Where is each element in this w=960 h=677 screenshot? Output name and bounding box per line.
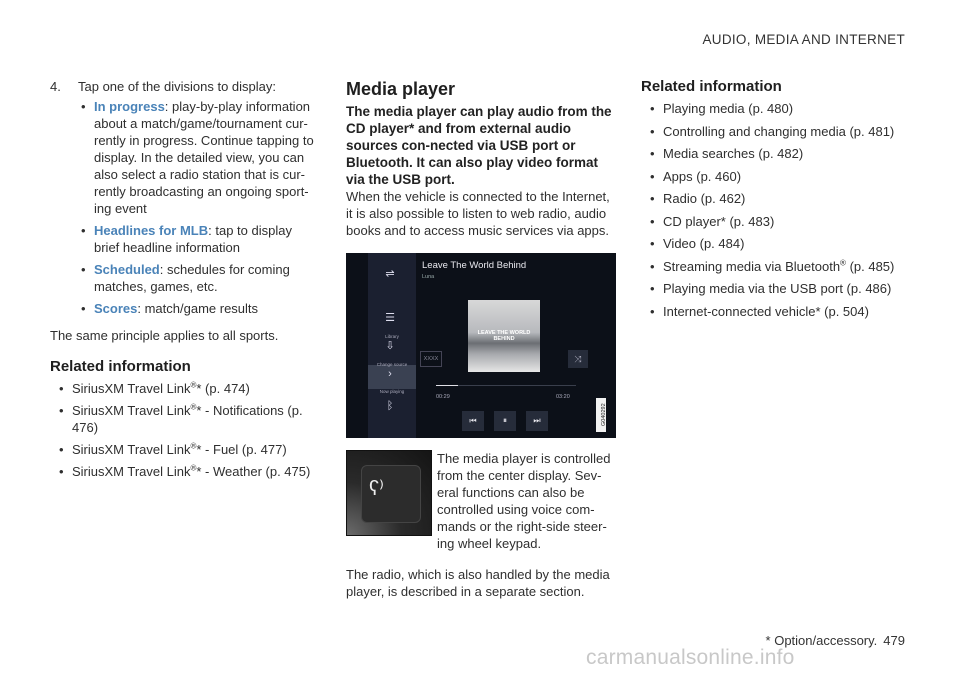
link-text: Video (p. 484) bbox=[663, 236, 745, 251]
side-label-now-playing: Now playing bbox=[379, 389, 405, 394]
column-right bbox=[641, 78, 909, 325]
column-middle bbox=[346, 78, 616, 600]
step-number: 4. bbox=[50, 79, 61, 94]
link-page: (p. 485) bbox=[845, 258, 895, 274]
body-paragraph: When the vehicle is connected to the Internet, it is also possible to listen to web radio, audio books and to access music services via apps. bbox=[346, 189, 610, 238]
side-label-library: Library bbox=[385, 334, 399, 339]
related-heading-left: Related information bbox=[50, 358, 191, 375]
link-text: SiriusXM Travel Link bbox=[72, 381, 191, 396]
division-item-scores bbox=[72, 300, 318, 317]
related-link-apps[interactable] bbox=[641, 168, 909, 185]
related-link-video[interactable] bbox=[641, 235, 909, 252]
link-text: Internet-connected vehicle* (p. 504) bbox=[663, 303, 869, 319]
change-source-icon: ⇩ bbox=[385, 340, 395, 352]
related-link-cd-player[interactable] bbox=[641, 213, 909, 230]
link-text: Playing media via the USB port (p. 486) bbox=[663, 281, 892, 296]
media-player-heading: Media player bbox=[346, 79, 456, 99]
link-text: SiriusXM Travel Link bbox=[72, 464, 191, 479]
link-text: SiriusXM Travel Link bbox=[72, 403, 191, 418]
media-player-screenshot bbox=[346, 253, 616, 438]
link-page: * - Fuel (p. 477) bbox=[196, 442, 287, 457]
link-page: * (p. 474) bbox=[196, 381, 250, 396]
division-text: : match/game results bbox=[137, 301, 259, 316]
related-link-radio[interactable] bbox=[641, 190, 909, 207]
voice-paragraph: The media player is controlled from the center display. Sev-eral functions can also be controlled using voice com-mands or the right-side steer-ing wheel keypad. bbox=[437, 451, 611, 551]
link-text: Controlling and changing media (p. 481) bbox=[663, 123, 895, 139]
related-link-internet-vehicle[interactable] bbox=[641, 303, 909, 320]
link-text: Radio (p. 462) bbox=[663, 191, 746, 206]
album-art bbox=[468, 300, 540, 372]
division-text: : play-by-play information about a match/game/tournament cur-rently in progress. Continue tapping to display. In the detailed view, you can also select a radio station that is cur-rently broadcasting an ongoing sport-ing event bbox=[94, 99, 314, 216]
usb-icon: ⇌ bbox=[385, 268, 395, 280]
note-paragraph: The same principle applies to all sports. bbox=[50, 328, 279, 343]
pause-icon: ⏸ bbox=[494, 411, 516, 431]
link-page: * - Weather (p. 475) bbox=[196, 464, 311, 479]
link-text: Streaming media via Bluetooth bbox=[663, 258, 841, 274]
footnote: * Option/accessory. bbox=[765, 633, 878, 648]
division-item-headlines bbox=[72, 222, 318, 256]
division-item-scheduled bbox=[72, 261, 318, 295]
related-link-streaming-bluetooth[interactable] bbox=[641, 258, 909, 275]
voice-icon: ʕ⁾ bbox=[369, 478, 384, 500]
track-artist: Luna bbox=[422, 274, 435, 280]
skip-back-icon: ⏮ bbox=[462, 411, 484, 431]
link-text: Media searches (p. 482) bbox=[663, 146, 804, 161]
skip-forward-icon: ⏭ bbox=[526, 411, 548, 431]
link-page: * - Notifications (p. 476) bbox=[72, 403, 303, 435]
chevron-right-icon: › bbox=[388, 368, 392, 380]
registered-mark: ® bbox=[190, 402, 197, 412]
link-text: CD player* (p. 483) bbox=[663, 213, 775, 229]
side-label-change-source: Change source bbox=[376, 362, 408, 367]
related-list-left bbox=[50, 380, 318, 480]
watermark-text: carmanualsonline.info bbox=[586, 646, 795, 669]
related-link-controlling-media[interactable] bbox=[641, 123, 909, 140]
section-header: AUDIO, MEDIA AND INTERNET bbox=[702, 32, 905, 47]
progress-bar bbox=[436, 385, 576, 386]
closing-paragraph: The radio, which is also handled by the media player, is described in a separate section. bbox=[346, 567, 610, 599]
related-link-weather[interactable] bbox=[50, 463, 318, 480]
previous-track-label: XXXX bbox=[420, 351, 442, 367]
shuffle-icon: ⤨ bbox=[568, 350, 588, 368]
division-item-in-progress bbox=[72, 98, 318, 217]
bluetooth-icon: ᛒ bbox=[386, 400, 394, 412]
division-text: : schedules for coming matches, games, etc. bbox=[94, 262, 290, 294]
link-text: SiriusXM Travel Link bbox=[72, 442, 191, 457]
time-total: 03:20 bbox=[556, 394, 570, 400]
step-4 bbox=[50, 78, 318, 95]
related-link-media-searches[interactable] bbox=[641, 145, 909, 162]
division-label: Headlines for MLB bbox=[94, 223, 209, 238]
division-list bbox=[72, 98, 318, 317]
registered-mark: ® bbox=[190, 463, 197, 473]
related-link-notifications[interactable] bbox=[50, 402, 318, 436]
voice-section bbox=[346, 450, 616, 552]
figure-code: G040292 bbox=[596, 398, 606, 432]
registered-mark: ® bbox=[190, 441, 197, 451]
library-icon: ☰ bbox=[385, 312, 395, 324]
link-text: Apps (p. 460) bbox=[663, 168, 742, 184]
registered-mark: ® bbox=[840, 258, 846, 268]
step-text: Tap one of the divisions to display: bbox=[78, 79, 277, 94]
album-art-text: LEAVE THE WORLD BEHIND bbox=[477, 330, 531, 342]
related-link-usb-port[interactable] bbox=[641, 280, 909, 297]
time-elapsed: 00:29 bbox=[436, 394, 450, 400]
voice-button-photo bbox=[346, 450, 432, 536]
related-link-fuel[interactable] bbox=[50, 441, 318, 458]
related-list-right bbox=[641, 100, 909, 320]
division-text: : tap to display brief headline information bbox=[94, 223, 292, 255]
column-left bbox=[50, 78, 318, 485]
lead-paragraph: The media player can play audio from the CD player* and from external audio sources con-nected via USB port or Bluetooth. It can also play video format via the USB port. bbox=[346, 104, 612, 187]
link-text: Playing media (p. 480) bbox=[663, 101, 794, 116]
page-number: 479 bbox=[883, 633, 905, 648]
progress-fill bbox=[436, 385, 458, 386]
track-title: Leave The World Behind bbox=[422, 260, 527, 271]
related-link-playing-media[interactable] bbox=[641, 100, 909, 117]
division-label: Scores bbox=[94, 301, 138, 316]
related-link-travel-link[interactable] bbox=[50, 380, 318, 397]
related-heading-right: Related information bbox=[641, 78, 782, 95]
division-label: Scheduled bbox=[94, 262, 160, 277]
division-label: In progress bbox=[94, 99, 165, 114]
registered-mark: ® bbox=[190, 380, 197, 390]
